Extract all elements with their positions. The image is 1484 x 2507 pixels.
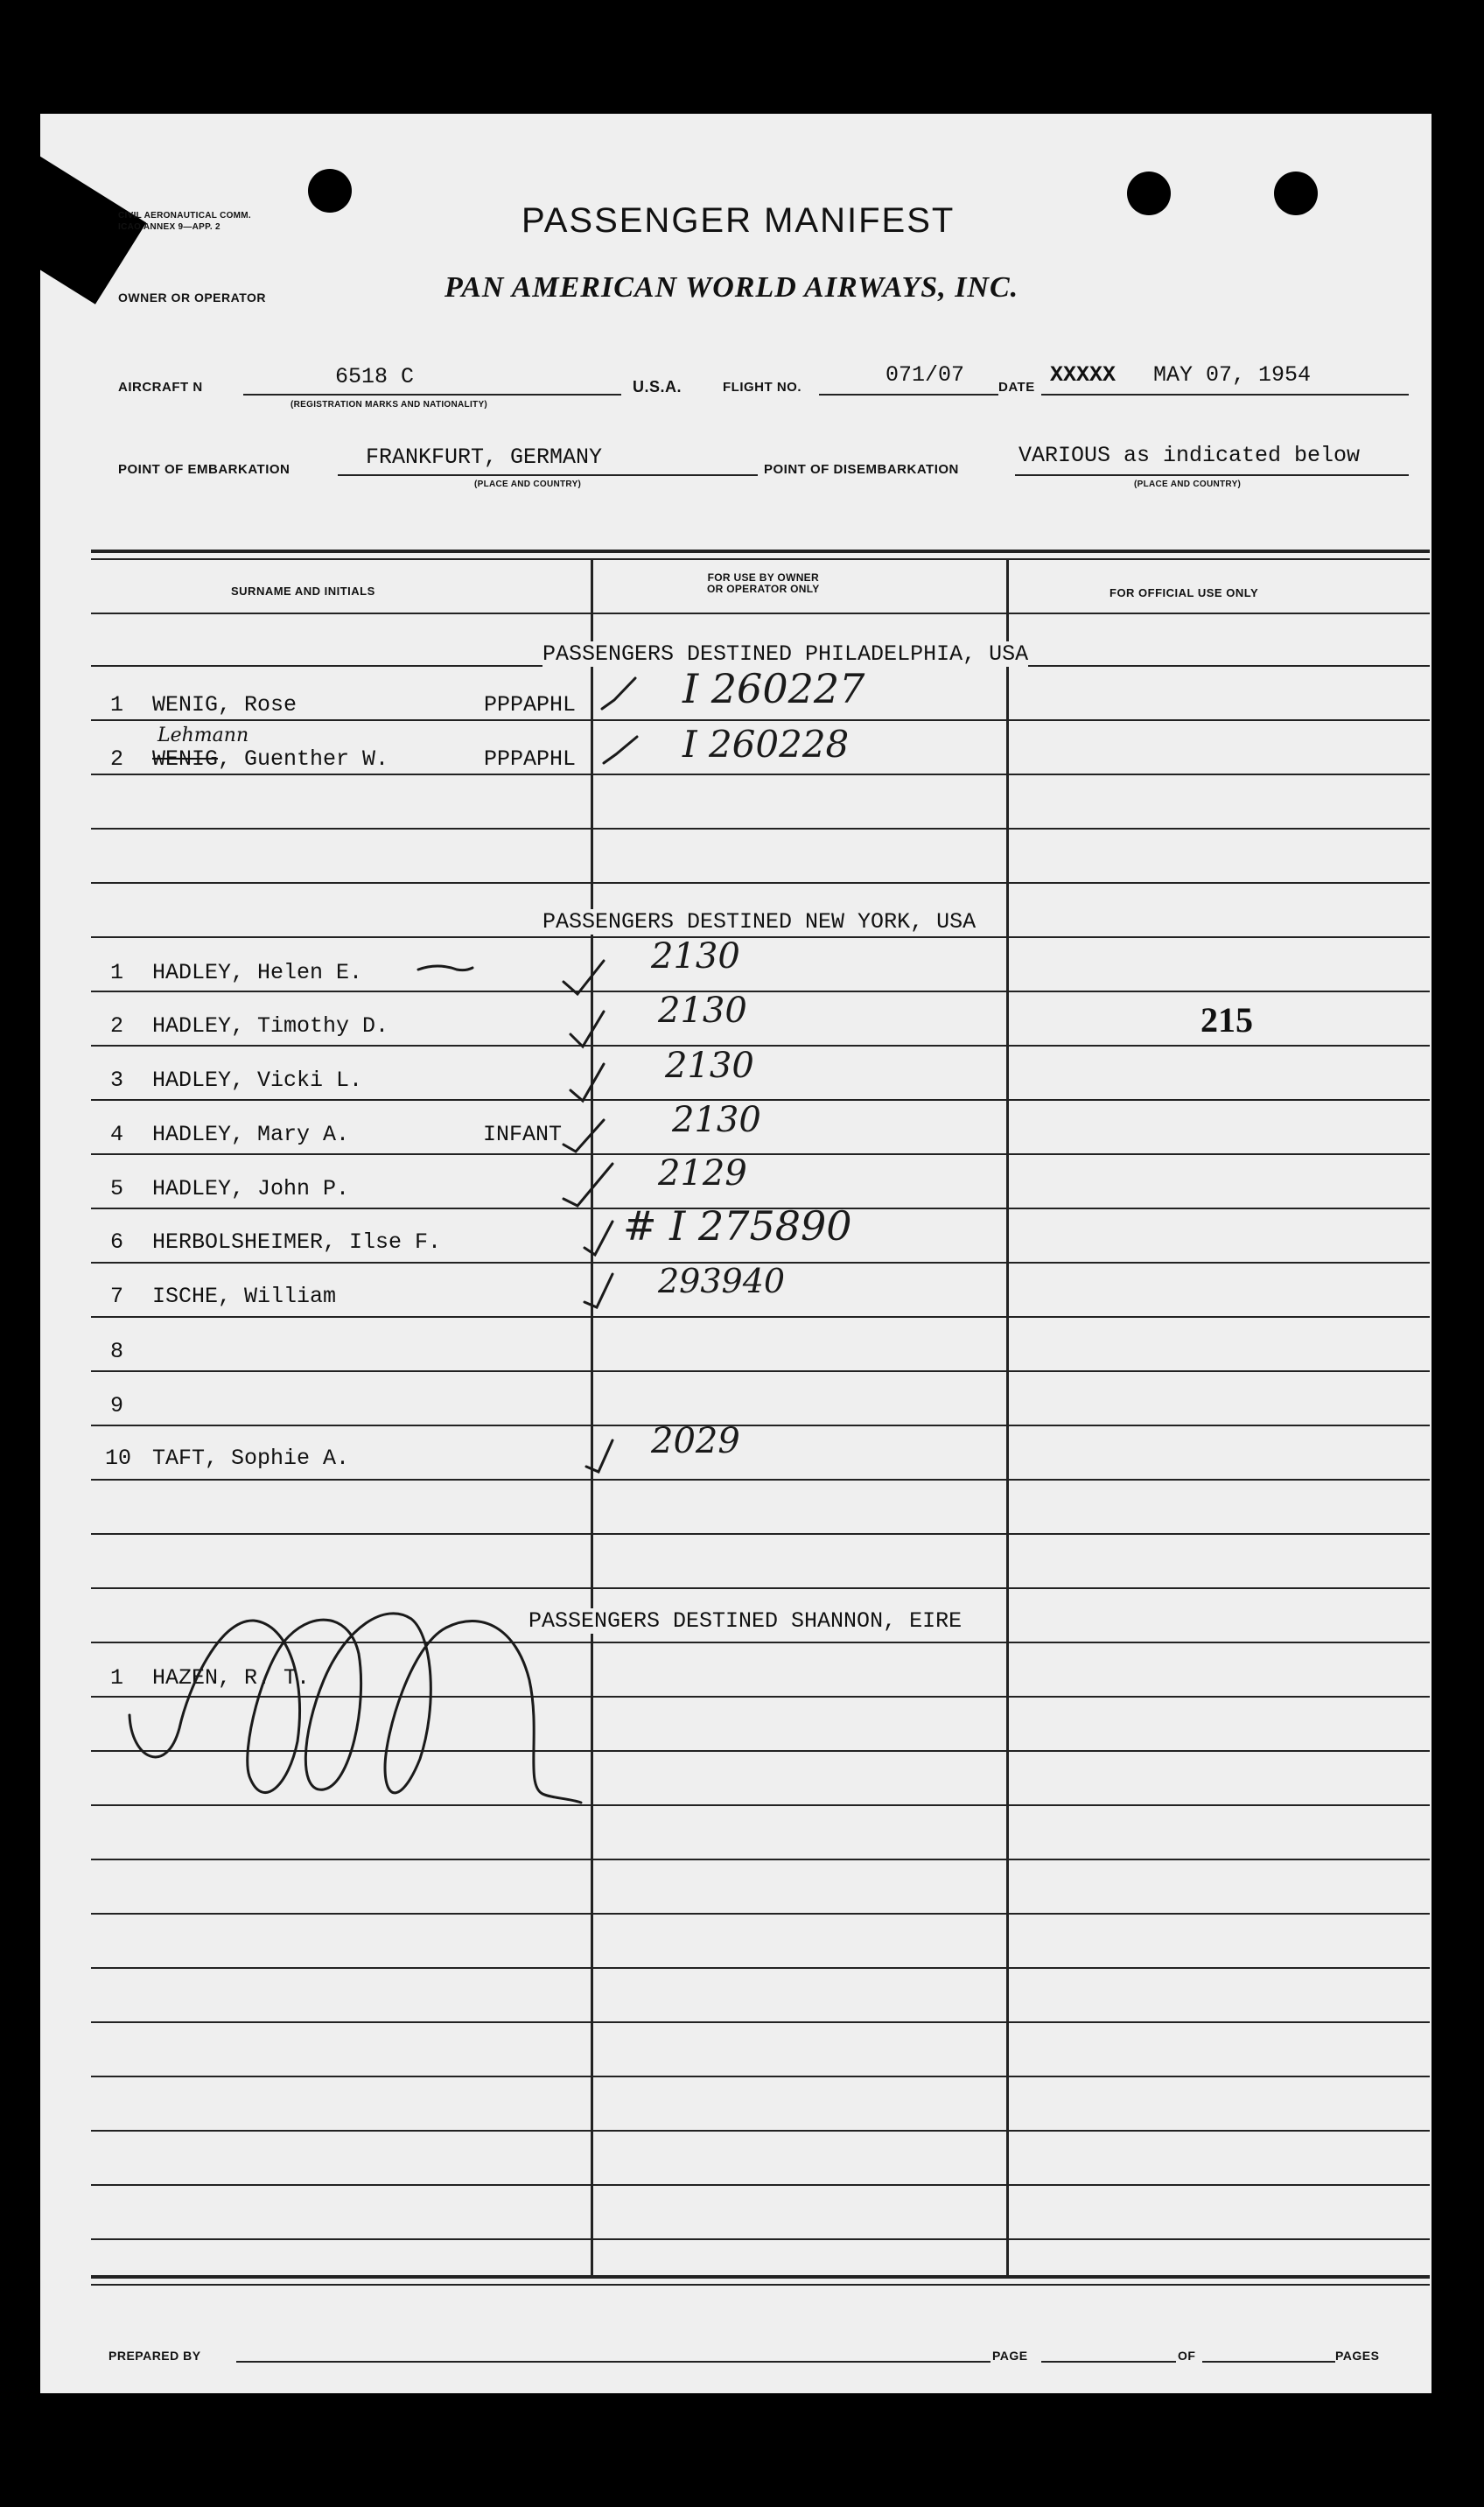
passport-handwritten: 2029 (651, 1421, 740, 1461)
punch-hole (1127, 172, 1171, 215)
passenger-code: PPPAPHL (484, 746, 577, 772)
ruled-line (91, 1153, 1430, 1155)
ruled-line (91, 1370, 1430, 1372)
struck-surname: WENIG (152, 746, 219, 772)
passenger-name (152, 746, 388, 772)
ruled-line (91, 1533, 1430, 1535)
ruled-line (91, 2076, 1430, 2077)
date-label: DATE (998, 380, 1035, 395)
flight-underline (819, 394, 998, 396)
ruled-line (91, 1045, 1430, 1047)
of-label: OF (1178, 2349, 1196, 2363)
ruled-line (91, 991, 1430, 992)
owner-column-header (707, 572, 820, 595)
date-struck: XXXXX (1050, 362, 1116, 388)
passenger-name: HAZEN, R. T. (152, 1665, 311, 1691)
ruled-line (91, 1425, 1430, 1426)
passport-handwritten: # I 275890 (623, 1202, 852, 1250)
nationality: U.S.A. (633, 378, 682, 396)
passenger-name: HADLEY, John P. (152, 1176, 350, 1201)
passenger-name: HADLEY, Mary A. (152, 1122, 350, 1147)
section-header-philadelphia: PASSENGERS DESTINED PHILADELPHIA, USA (542, 641, 1029, 667)
row-number: 9 (110, 1393, 124, 1418)
owner-column-header-line-1: FOR USE BY OWNER (707, 571, 819, 584)
table-bottom-rule (91, 2275, 1430, 2279)
passenger-name: HADLEY, Vicki L. (152, 1068, 363, 1093)
passenger-given-name: , Guenther W. (218, 746, 389, 772)
punch-hole (308, 169, 352, 213)
embarkation-underline (338, 474, 758, 476)
passport-handwritten: I 260228 (682, 723, 850, 766)
official-mark: 215 (1200, 1000, 1253, 1040)
ruled-line (91, 1750, 1430, 1752)
ruled-line (91, 774, 1430, 775)
embarkation-value: FRANKFURT, GERMANY (366, 445, 603, 470)
header-bottom-rule (91, 613, 1430, 614)
row-number: 3 (110, 1068, 124, 1093)
owner-column-header-line-2: OR OPERATOR ONLY (707, 583, 820, 595)
place-caption-disembark: (PLACE AND COUNTRY) (1134, 480, 1242, 489)
passport-handwritten: 2130 (651, 936, 740, 977)
registration-caption: (REGISTRATION MARKS AND NATIONALITY) (290, 400, 488, 410)
place-caption-embark: (PLACE AND COUNTRY) (474, 480, 582, 489)
aircraft-label: AIRCRAFT N (118, 380, 203, 395)
prepared-by-label: PREPARED BY (108, 2349, 201, 2363)
surname-column-header: SURNAME AND INITIALS (231, 585, 375, 598)
row-number: 8 (110, 1339, 124, 1364)
name-correction: Lehmann (158, 725, 249, 746)
ruled-line (91, 2021, 1430, 2023)
passenger-name: ISCHE, William (152, 1284, 337, 1309)
passenger-name: HADLEY, Timothy D. (152, 1013, 389, 1039)
row-number: 1 (110, 960, 124, 985)
row-number: 4 (110, 1122, 124, 1147)
table-bottom-rule-2 (91, 2284, 1430, 2286)
flight-number: 071/07 (886, 362, 965, 388)
pages-label: PAGES (1335, 2349, 1380, 2363)
ruled-line (91, 719, 1430, 721)
embarkation-label: POINT OF EMBARKATION (118, 462, 290, 477)
passenger-name: WENIG, Rose (152, 692, 298, 718)
punch-hole (1274, 172, 1318, 215)
section-header-shannon: PASSENGERS DESTINED SHANNON, EIRE (528, 1608, 962, 1634)
passport-handwritten: 2130 (665, 1046, 754, 1086)
passport-handwritten: 2129 (658, 1153, 747, 1194)
ruled-line (91, 1913, 1430, 1915)
prepared-by-underline (236, 2361, 990, 2363)
aircraft-value: 6518 C (335, 364, 415, 389)
row-number: 1 (110, 1665, 124, 1691)
row-number: 2 (110, 746, 124, 772)
passenger-name: HADLEY, Helen E. (152, 960, 363, 985)
ruled-line (91, 1859, 1430, 1860)
ruled-line (91, 1587, 1430, 1589)
passenger-note: INFANT (483, 1122, 563, 1147)
row-number: 6 (110, 1229, 124, 1255)
disembarkation-underline (1015, 474, 1409, 476)
aircraft-underline (243, 394, 621, 396)
row-number: 1 (110, 692, 124, 718)
passenger-name: HERBOLSHEIMER, Ilse F. (152, 1229, 442, 1255)
table-top-rule-2 (91, 558, 1430, 560)
date-underline (1041, 394, 1409, 396)
official-column-header: FOR OFFICIAL USE ONLY (1110, 586, 1259, 599)
operator-name: PAN AMERICAN WORLD AIRWAYS, INC. (444, 271, 1019, 304)
form-reference-line-1: CIVIL AERONAUTICAL COMM. (118, 211, 252, 221)
column-divider-2 (1006, 560, 1009, 2277)
owner-label: OWNER OR OPERATOR (118, 291, 266, 305)
passport-handwritten: 2130 (672, 1100, 761, 1140)
ruled-line (91, 2130, 1430, 2132)
row-number: 10 (105, 1446, 132, 1471)
passenger-name: TAFT, Sophie A. (152, 1446, 350, 1471)
flight-label: FLIGHT NO. (723, 380, 802, 395)
ruled-line (91, 1316, 1430, 1318)
ruled-line (91, 882, 1430, 884)
form-reference-line-2: ICAO ANNEX 9—APP. 2 (118, 222, 220, 232)
page-underline (1041, 2361, 1176, 2363)
page-label: PAGE (992, 2349, 1028, 2363)
ruled-line (91, 1967, 1430, 1969)
ruled-line (91, 1804, 1430, 1806)
passport-handwritten: 293940 (658, 1262, 786, 1300)
passport-handwritten: I 260227 (682, 665, 865, 712)
ruled-line (91, 2184, 1430, 2186)
page-title: PASSENGER MANIFEST (522, 201, 956, 240)
ruled-line (91, 828, 1430, 830)
disembarkation-value: VARIOUS as indicated below (1018, 443, 1361, 468)
row-number: 5 (110, 1176, 124, 1201)
of-underline (1202, 2361, 1335, 2363)
ruled-line (91, 1696, 1430, 1698)
ruled-line (91, 2238, 1430, 2240)
ruled-line (91, 936, 1430, 938)
disembarkation-label: POINT OF DISEMBARKATION (764, 462, 959, 477)
row-number: 2 (110, 1013, 124, 1039)
column-divider-1 (591, 560, 593, 2277)
section-header-new-york: PASSENGERS DESTINED NEW YORK, USA (542, 909, 976, 935)
table-top-rule (91, 550, 1430, 553)
form-reference (118, 210, 251, 233)
ruled-line (91, 1479, 1430, 1481)
date-value: MAY 07, 1954 (1153, 362, 1312, 388)
ruled-line (91, 1642, 1430, 1643)
passenger-code: PPPAPHL (484, 692, 577, 718)
row-number: 7 (110, 1284, 124, 1309)
passport-handwritten: 2130 (658, 991, 747, 1031)
